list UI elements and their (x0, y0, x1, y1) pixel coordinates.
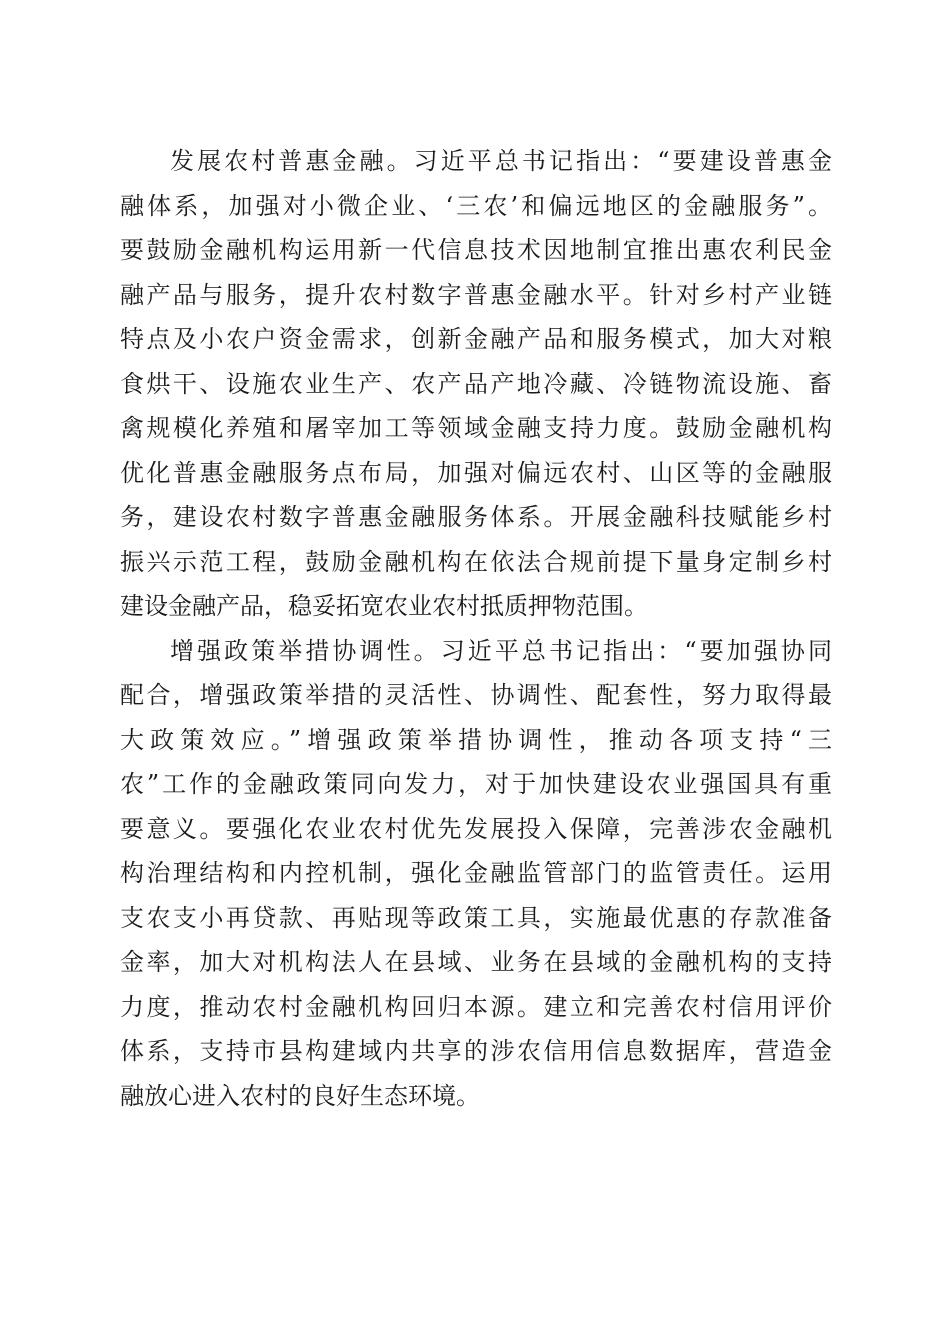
text-line: 融产品与服务，提升农村数字普惠金融水平。针对乡村产业链 (120, 280, 832, 309)
text-line: 建设金融产品，稳妥拓宽农业农村抵质押物范围。 (120, 592, 648, 620)
text-line: 力度，推动农村金融机构回归本源。建立和完善农村信用评价 (120, 992, 832, 1021)
text-line: 体系，支持市县构建域内共享的涉农信用信息数据库，营造金 (120, 1037, 832, 1065)
text-line: 发展农村普惠金融。习近平总书记指出：“要建设普惠金 (170, 147, 832, 175)
text-line: 要意义。要强化农业农村优先发展投入保障，完善涉农金融机 (120, 814, 832, 843)
text-line: 金率，加大对机构法人在县域、业务在县域的金融机构的支持 (120, 948, 832, 976)
text-line: 大政策效应。”增强政策举措协调性，推动各项支持“三 (120, 725, 832, 754)
text-line: 增强政策举措协调性。习近平总书记指出：“要加强协同 (170, 636, 832, 665)
text-line: 构治理结构和内控机制，强化金融监管部门的监管责任。运用 (120, 859, 832, 887)
text-line: 配合，增强政策举措的灵活性、协调性、配套性，努力取得最 (120, 681, 832, 709)
text-line: 要鼓励金融机构运用新一代信息技术因地制宜推出惠农利民金 (120, 236, 832, 264)
paragraph (120, 629, 832, 1119)
text-line: 务，建设农村数字普惠金融服务体系。开展金融科技赋能乡村 (120, 503, 832, 531)
document-body (120, 139, 832, 1118)
text-line: 优化普惠金融服务点布局，加强对偏远农村、山区等的金融服 (120, 458, 832, 487)
text-line: 融放心进入农村的良好生态环境。 (120, 1081, 480, 1110)
text-line: 支农支小再贷款、再贴现等政策工具，实施最优惠的存款准备 (120, 903, 832, 932)
text-line: 食烘干、设施农业生产、农产品产地冷藏、冷链物流设施、畜 (120, 369, 832, 398)
text-line: 农”工作的金融政策同向发力，对于加快建设农业强国具有重 (120, 770, 832, 798)
text-line: 特点及小农户资金需求，创新金融产品和服务模式，加大对粮 (120, 325, 832, 353)
text-line: 振兴示范工程，鼓励金融机构在依法合规前提下量身定制乡村 (120, 547, 832, 576)
text-line: 融体系，加强对小微企业、‘三农’和偏远地区的金融服务”。 (120, 191, 832, 220)
paragraph (120, 139, 832, 629)
text-line: 禽规模化养殖和屠宰加工等领域金融支持力度。鼓励金融机构 (120, 414, 832, 442)
